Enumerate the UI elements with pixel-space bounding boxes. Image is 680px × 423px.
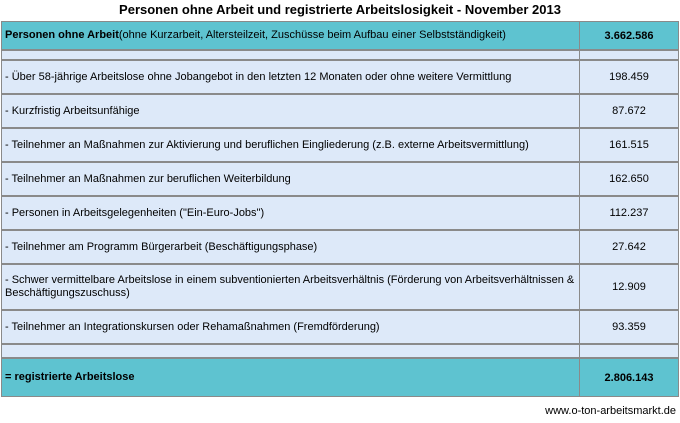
row-label: - Teilnehmer an Integrationskursen oder Rehamaßnahmen (Fremdförderung) xyxy=(2,311,580,343)
spacer-cell xyxy=(580,51,678,59)
spacer-cell xyxy=(2,345,580,357)
row-label: - Teilnehmer an Maßnahmen zur beruflichen Weiterbildung xyxy=(2,163,580,195)
row-label: - Teilnehmer an Maßnahmen zur Aktivierung und beruflichen Eingliederung (z.B. externe Arbeitsvermittlung) xyxy=(2,129,580,161)
spacer-row xyxy=(1,344,679,358)
total-row xyxy=(1,358,679,397)
table-row xyxy=(1,94,679,128)
header-row xyxy=(1,21,679,50)
row-value: 93.359 xyxy=(612,321,646,333)
row-label: - Teilnehmer am Programm Bürgerarbeit (Beschäftigungsphase) xyxy=(2,231,580,263)
row-label: - Personen in Arbeitsgelegenheiten ("Ein-Euro-Jobs") xyxy=(2,197,580,229)
table-row xyxy=(1,264,679,310)
row-value: 12.909 xyxy=(612,281,646,293)
row-label: - Schwer vermittelbare Arbeitslose in einem subventionierten Arbeitsverhältnis (Förderung von Arbeitsverhältnissen & Beschäftigungszuschuss) xyxy=(2,265,580,309)
row-value: 198.459 xyxy=(609,71,649,83)
header-value: 3.662.586 xyxy=(604,29,654,42)
spacer-cell xyxy=(580,345,678,357)
row-label: - Kurzfristig Arbeitsunfähige xyxy=(2,95,580,127)
table-row xyxy=(1,230,679,264)
table-row xyxy=(1,196,679,230)
row-value: 161.515 xyxy=(609,139,649,151)
spacer-row xyxy=(1,50,679,60)
total-value: 2.806.143 xyxy=(604,371,654,384)
row-value: 27.642 xyxy=(612,241,646,253)
row-value: 112.237 xyxy=(609,207,649,219)
total-label: = registrierte Arbeitslose xyxy=(2,359,580,396)
header-label xyxy=(2,22,580,49)
row-value: 162.650 xyxy=(609,173,649,185)
header-label-rest: (ohne Kurzarbeit, Altersteilzeit, Zuschüsse beim Aufbau einer Selbstständigkeit) xyxy=(118,29,506,41)
table-row xyxy=(1,128,679,162)
row-value: 87.672 xyxy=(612,105,646,117)
table-row xyxy=(1,60,679,94)
table-row xyxy=(1,162,679,196)
header-label-bold: Personen ohne Arbeit xyxy=(5,29,119,41)
table-row xyxy=(1,310,679,344)
table-title: Personen ohne Arbeit und registrierte Arbeitslosigkeit - November 2013 xyxy=(119,2,561,17)
spacer-cell xyxy=(2,51,580,59)
source-link[interactable]: www.o-ton-arbeitsmarkt.de xyxy=(545,405,676,417)
row-label: - Über 58-jährige Arbeitslose ohne Jobangebot in den letzten 12 Monaten oder ohne weitere Vermittlung xyxy=(2,61,580,93)
